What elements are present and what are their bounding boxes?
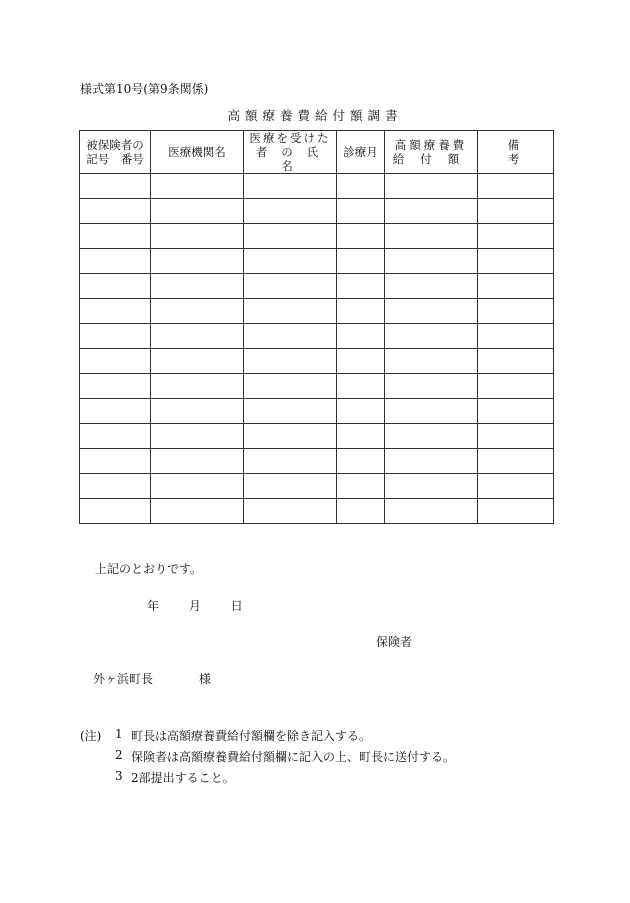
statement-text: 上記のとおりです。 [95, 562, 203, 576]
cell-remarks [478, 274, 554, 299]
cell-patient-name [244, 424, 337, 449]
cell-treatment-month [337, 249, 385, 274]
cell-remarks [478, 424, 554, 449]
header-benefit-line2: 給付額 [392, 152, 476, 166]
cell-insured-number [80, 224, 151, 249]
cell-patient-name [244, 474, 337, 499]
cell-institution [151, 299, 244, 324]
cell-remarks [478, 474, 554, 499]
cell-benefit-amount [385, 349, 478, 374]
header-patient-line2: 者の氏名 [255, 145, 333, 173]
cell-remarks [478, 399, 554, 424]
note-text: 保険者は高額療養費給付額欄に記入の上、町長に送付する。 [131, 750, 456, 764]
cell-benefit-amount [385, 399, 478, 424]
addressee-line [93, 670, 211, 687]
cell-patient-name [244, 374, 337, 399]
cell-benefit-amount [385, 449, 478, 474]
header-benefit-amount [385, 131, 478, 174]
cell-treatment-month [337, 174, 385, 199]
cell-insured-number [80, 249, 151, 274]
cell-patient-name [244, 449, 337, 474]
cell-remarks [478, 224, 554, 249]
cell-patient-name [244, 349, 337, 374]
cell-remarks [478, 174, 554, 199]
date-line [147, 597, 243, 614]
cell-institution [151, 349, 244, 374]
table-row [80, 224, 554, 249]
cell-benefit-amount [385, 474, 478, 499]
cell-patient-name [244, 399, 337, 424]
header-patient-name [244, 131, 337, 174]
header-benefit-line1: 高額療養費 [394, 138, 468, 152]
cell-institution [151, 474, 244, 499]
table-row [80, 299, 554, 324]
cell-insured-number [80, 349, 151, 374]
cell-remarks [478, 499, 554, 524]
cell-insured-number [80, 199, 151, 224]
cell-treatment-month [337, 474, 385, 499]
cell-patient-name [244, 299, 337, 324]
header-treatment-month: 診療月 [337, 131, 385, 174]
cell-institution [151, 449, 244, 474]
cell-benefit-amount [385, 324, 478, 349]
cell-patient-name [244, 324, 337, 349]
form-number: 様式第10号(第9条関係) [80, 82, 209, 96]
table-row [80, 199, 554, 224]
cell-patient-name [244, 224, 337, 249]
table-row [80, 399, 554, 424]
cell-treatment-month [337, 499, 385, 524]
header-institution: 医療機関名 [151, 131, 244, 174]
table-row [80, 349, 554, 374]
cell-insured-number [80, 174, 151, 199]
table-row [80, 374, 554, 399]
table-body [80, 174, 554, 524]
header-patient-line1: 医療を受けた [249, 131, 331, 145]
cell-treatment-month [337, 324, 385, 349]
cell-patient-name [244, 274, 337, 299]
cell-benefit-amount [385, 374, 478, 399]
header-insured-number [80, 131, 151, 174]
cell-benefit-amount [385, 424, 478, 449]
cell-remarks [478, 249, 554, 274]
cell-patient-name [244, 199, 337, 224]
table-header-row [80, 131, 554, 174]
cell-treatment-month [337, 424, 385, 449]
cell-remarks [478, 374, 554, 399]
date-month-label: 月 [188, 599, 201, 613]
cell-treatment-month [337, 224, 385, 249]
notes-label: (注) [80, 729, 102, 743]
header-remarks: 備考 [478, 131, 554, 174]
cell-benefit-amount [385, 224, 478, 249]
cell-institution [151, 374, 244, 399]
cell-benefit-amount [385, 174, 478, 199]
cell-insured-number [80, 299, 151, 324]
cell-institution [151, 224, 244, 249]
addressee-honorific: 様 [199, 672, 212, 686]
cell-benefit-amount [385, 249, 478, 274]
cell-insured-number [80, 374, 151, 399]
note-number: 1 [115, 727, 123, 741]
table-row [80, 324, 554, 349]
cell-treatment-month [337, 199, 385, 224]
cell-treatment-month [337, 449, 385, 474]
header-insured-line2: 記号 番号 [86, 152, 144, 166]
cell-institution [151, 424, 244, 449]
cell-remarks [478, 299, 554, 324]
cell-institution [151, 199, 244, 224]
cell-treatment-month [337, 274, 385, 299]
note-text: 2部提出すること。 [131, 771, 235, 785]
cell-insured-number [80, 274, 151, 299]
cell-institution [151, 324, 244, 349]
table-row [80, 499, 554, 524]
date-day-label: 日 [230, 599, 243, 613]
cell-patient-name [244, 174, 337, 199]
header-insured-line1: 被保険者の [86, 138, 144, 152]
cell-institution [151, 399, 244, 424]
insurer-label: 保険者 [376, 635, 413, 649]
cell-benefit-amount [385, 274, 478, 299]
note-number: 2 [115, 748, 123, 762]
cell-benefit-amount [385, 199, 478, 224]
table-row [80, 274, 554, 299]
note-text: 町長は高額療養費給付額欄を除き記入する。 [131, 729, 372, 743]
benefit-table [79, 130, 554, 524]
cell-remarks [478, 199, 554, 224]
cell-insured-number [80, 324, 151, 349]
cell-insured-number [80, 424, 151, 449]
cell-treatment-month [337, 374, 385, 399]
cell-treatment-month [337, 349, 385, 374]
cell-institution [151, 249, 244, 274]
cell-institution [151, 499, 244, 524]
cell-institution [151, 174, 244, 199]
cell-benefit-amount [385, 299, 478, 324]
cell-patient-name [244, 499, 337, 524]
cell-patient-name [244, 249, 337, 274]
cell-treatment-month [337, 399, 385, 424]
table-row [80, 249, 554, 274]
cell-remarks [478, 324, 554, 349]
table-row [80, 424, 554, 449]
table-row [80, 449, 554, 474]
cell-institution [151, 274, 244, 299]
cell-benefit-amount [385, 499, 478, 524]
addressee-name: 外ヶ浜町長 [93, 672, 154, 686]
cell-insured-number [80, 474, 151, 499]
document-title: 高額療養費給付額調書 [227, 108, 403, 123]
cell-insured-number [80, 399, 151, 424]
note-number: 3 [115, 769, 123, 783]
cell-insured-number [80, 499, 151, 524]
cell-treatment-month [337, 299, 385, 324]
table-row [80, 474, 554, 499]
cell-insured-number [80, 449, 151, 474]
cell-remarks [478, 449, 554, 474]
cell-remarks [478, 349, 554, 374]
table-row [80, 174, 554, 199]
date-year-label: 年 [147, 599, 160, 613]
